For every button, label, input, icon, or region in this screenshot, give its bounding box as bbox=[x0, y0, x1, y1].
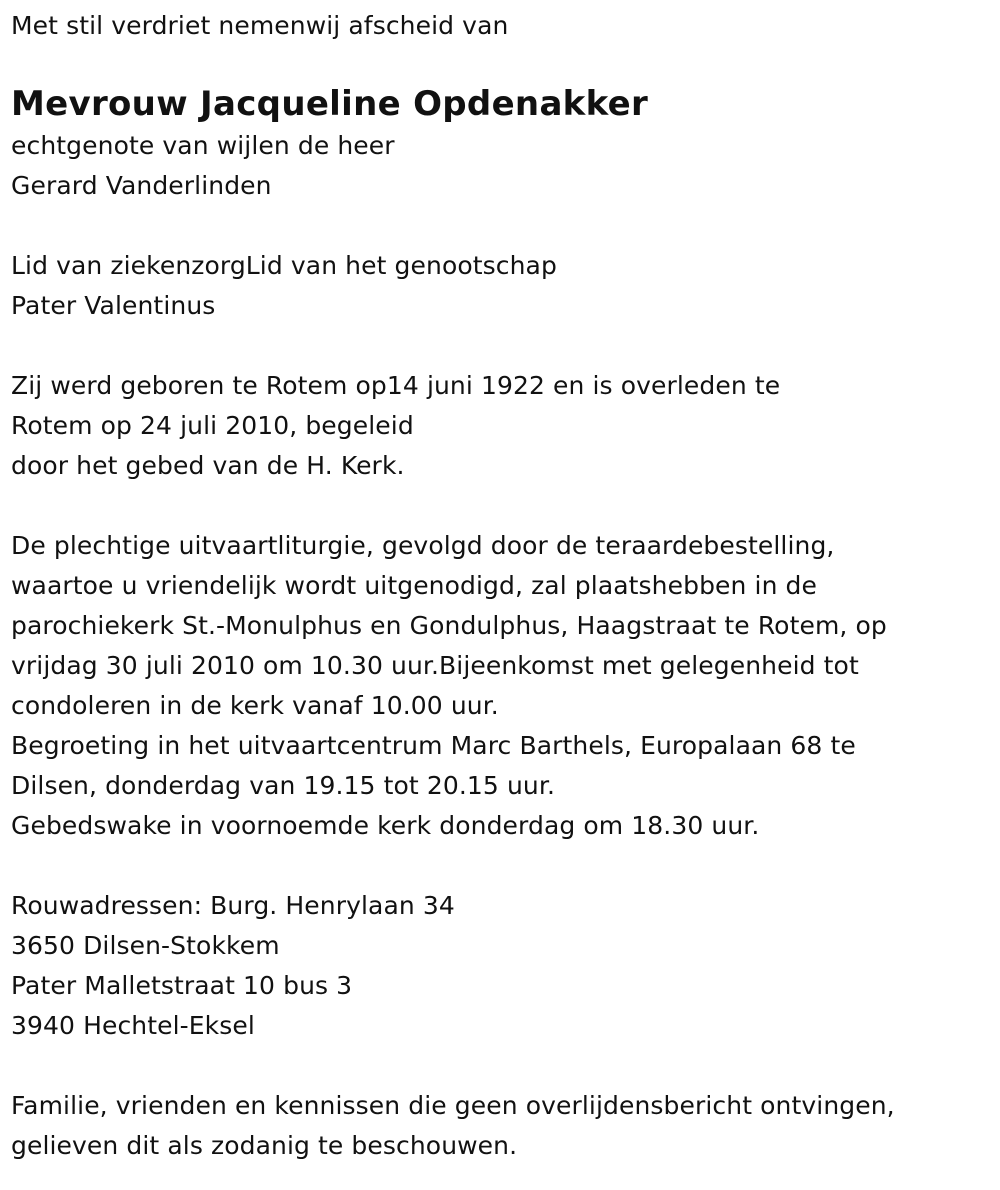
text-line: Gerard Vanderlinden bbox=[11, 171, 272, 200]
text-line: gelieven dit als zodanig te beschouwen. bbox=[11, 1131, 518, 1160]
text-line: door het gebed van de H. Kerk. bbox=[11, 451, 405, 480]
text-line: Zij werd geboren te Rotem op14 juni 1922 en is overleden te bbox=[11, 371, 781, 400]
text-line: waartoe u vriendelijk wordt uitgenodigd, zal plaatshebben in de bbox=[11, 571, 818, 600]
deceased-name: Mevrouw Jacqueline Opdenakker bbox=[11, 84, 649, 124]
text-line: parochiekerk St.-Monulphus en Gondulphus, Haagstraat te Rotem, op bbox=[11, 611, 887, 640]
text-line: Begroeting in het uitvaartcentrum Marc Barthels, Europalaan 68 te bbox=[11, 731, 856, 760]
text-line: 3940 Hechtel-Eksel bbox=[11, 1011, 255, 1040]
text-line: Lid van ziekenzorgLid van het genootschap bbox=[11, 251, 557, 280]
spacer bbox=[11, 326, 991, 366]
text-line: echtgenote van wijlen de heer bbox=[11, 131, 395, 160]
intro-line: Met stil verdriet nemenwij afscheid van bbox=[11, 11, 509, 40]
text-line: 3650 Dilsen-Stokkem bbox=[11, 931, 280, 960]
text-line: Pater Malletstraat 10 bus 3 bbox=[11, 971, 353, 1000]
text-line: De plechtige uitvaartliturgie, gevolgd door de teraardebestelling, bbox=[11, 531, 835, 560]
text-line: condoleren in de kerk vanaf 10.00 uur. bbox=[11, 691, 499, 720]
text-line: Rouwadressen: Burg. Henrylaan 34 bbox=[11, 891, 455, 920]
spouse-section bbox=[11, 126, 991, 206]
funeral-section bbox=[11, 526, 991, 846]
text-line: Gebedswake in voornoemde kerk donderdag om 18.30 uur. bbox=[11, 811, 760, 840]
spacer bbox=[11, 1046, 991, 1086]
membership-section bbox=[11, 246, 991, 326]
text-line: Familie, vrienden en kennissen die geen overlijdensbericht ontvingen, bbox=[11, 1091, 895, 1120]
closing-section bbox=[11, 1086, 991, 1166]
text-line: Pater Valentinus bbox=[11, 291, 216, 320]
obituary-notice bbox=[11, 6, 991, 1166]
text-line: Dilsen, donderdag van 19.15 tot 20.15 uur. bbox=[11, 771, 555, 800]
text-line: Rotem op 24 juli 2010, begeleid bbox=[11, 411, 414, 440]
spacer bbox=[11, 486, 991, 526]
spacer bbox=[11, 846, 991, 886]
spacer bbox=[11, 206, 991, 246]
address-section bbox=[11, 886, 991, 1046]
birth-death-section bbox=[11, 366, 991, 486]
text-line: vrijdag 30 juli 2010 om 10.30 uur.Bijeenkomst met gelegenheid tot bbox=[11, 651, 859, 680]
spacer bbox=[11, 46, 991, 82]
